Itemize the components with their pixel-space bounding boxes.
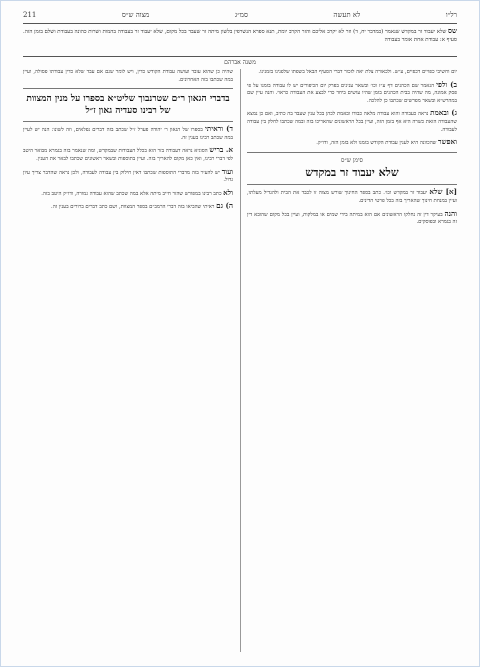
book-page xyxy=(1,1,479,666)
paragraph: [א] שלא יעבוד זר במקדש וכו׳. כתב בספר החינוך שורש מצוה זו לכבד את הבית ולהגדיל מעלתו, ועיין במנחת חינוך שהאריך בזה בכל פרטי הדינים. xyxy=(247,187,457,204)
header-siman: סמ״ג xyxy=(234,11,248,19)
divider-line xyxy=(247,184,457,185)
right-column xyxy=(247,69,457,652)
intro-text-block xyxy=(23,27,457,51)
paragraph: א. בריש הסוגיא נראה דעבודה בזר הוא בכלל העבודות שבמקדש, ומה שנאמר בזה בגמרא מבואר היטב לפי דברי רבינו, ואין כאן מקום להאריך בזה. ועיין בתוספות ובשאר ראשונים שכתבו לבאר את הענין. xyxy=(23,145,233,162)
siman-title: שלא יעבוד זר במקדש xyxy=(305,166,399,180)
paragraph: ה) גם ראיתי שהביאו בזה דברי הרמב״ם בספר המצוות, ושם כתב דברים ברורים בענין זה. xyxy=(51,201,233,211)
paragraph-lead: ולא xyxy=(223,187,233,197)
paragraph-lead: ועוד xyxy=(221,166,233,176)
paragraph-lead: והנה xyxy=(444,208,457,218)
paragraph: ב) ולפי הנאמר שם הכהנים דף ע״ז וכו׳ ובשאר ענינים בפרק יום הכיפורים יש לו עבודה בזמנו על פי פסק אמונה, מה שהיה בבית הכהנים בזמן שהיו עושים ביחד כדי לבצע את העבודה כראוי. והנה עיין שם במהרש״א ובשאר מפרשים שכתבו כן להלכה. xyxy=(247,79,457,104)
section-title: משנה אברהם xyxy=(224,59,256,66)
paragraph-lead: [א] שלא xyxy=(429,187,457,197)
paragraph-lead: ואפשר xyxy=(438,137,457,147)
section-rule xyxy=(23,56,457,57)
divider-line xyxy=(23,121,233,122)
siman-number: סימן ש״ס xyxy=(341,156,363,164)
intro-lead: שס xyxy=(448,27,457,35)
running-header xyxy=(23,9,457,21)
column-divider xyxy=(240,69,241,652)
header-section: מצוה ש״ס xyxy=(121,11,150,19)
paragraph-lead: ד) וראיתי xyxy=(204,124,233,134)
page-number: רל״ו xyxy=(445,11,457,19)
divider-line xyxy=(23,88,233,89)
header-left-number: 211 xyxy=(23,11,37,19)
intro-text: שלא יעבוד זר במקדש שנאמר (במדבר יח, ד) וזר לא יקרב אליכם והזר הקרב יומת, תנא ספרא הנשרפין בלשון מיתה זר שעבד בכל מקום, שלא יעבוד זר בעבודה בהמות ושרות כהונה בעבודת ושלם בזמן הזה. סעיף א: עבודת אחת אומר בעבודה xyxy=(23,29,457,43)
paragraph: ועוד יש להעיר בזה מדברי התוספות שכתבו דאין חילוק בין עבודה לעבודה, ולכן נראה שהדבר צריך עיון גדול. xyxy=(23,166,233,184)
header-right-label: לא תעשה xyxy=(333,11,361,19)
paragraph-lead: ג) ובאמת xyxy=(430,108,457,118)
paragraph-lead: א. בריש xyxy=(209,145,233,155)
paragraph: ואפשר שהכוונה היא לענין עבודת הקודש בזמנו ולא בזמן הזה, ודו״ק. xyxy=(316,137,457,147)
paragraph: שהיה כן שהוא עובד ועושה עבודת הקודש כדין, ויש לומר שגם אם עבד שלא כדין עבודתו פסולה, ועיין במה שכתבו בזה האחרונים. xyxy=(23,69,233,83)
paragraph-lead: ב) ולפי xyxy=(436,79,457,89)
section-heading: בדברי הגאון ר״ם שטרנבוך שליט״א בספרו על מנין המצוות של רבינו סעדיה גאון ז״ל xyxy=(26,94,230,117)
paragraph: ד) וראיתי בספרו של הגאון ר׳ יהודה פערל ז״ל שכתב בזה דברים נפלאים, וזה לשונו: הנה יש לעיין במה שכתב רבינו בענין זה. xyxy=(23,124,233,141)
paragraph-lead: ה) גם xyxy=(216,201,233,211)
paragraph: יום וחשיבי כפויים דכפיים, ע״ש. ולכאורה צלת יאה לזכור דברי הסעיף הבאל בשפתו שלפנינו בזמנינו. xyxy=(258,69,457,75)
paragraph: ולא כתב רבינו במפורש שהזר חייב מיתה אלא במה שכתב שהוא עבודה גמורה, ודו״ק היטב בזה. xyxy=(41,187,233,197)
divider-line xyxy=(247,152,457,153)
paragraph: ג) ובאמת נראה כעבודה והוא עבודה מלאה כבודו ובאמת לכהן בכל ענין שעבד בה כתיב, ואם כן נמצא שהעבודה הזאת כשרה היא אף בזמן הזה, ועיין בכל הראשונים שהאריכו בזה ובמה שכתבו לחלק בין עבודה לעבודה. xyxy=(247,108,457,133)
paragraph: והנה בעיקר דין זה נחלקו הראשונים אם הוא במיתה בידי שמים או במלקות, ועיין בכל מקום שהובא דין זה בגמרא ובפוסקים. xyxy=(247,208,457,226)
left-column xyxy=(23,69,233,652)
top-rule xyxy=(23,23,457,24)
